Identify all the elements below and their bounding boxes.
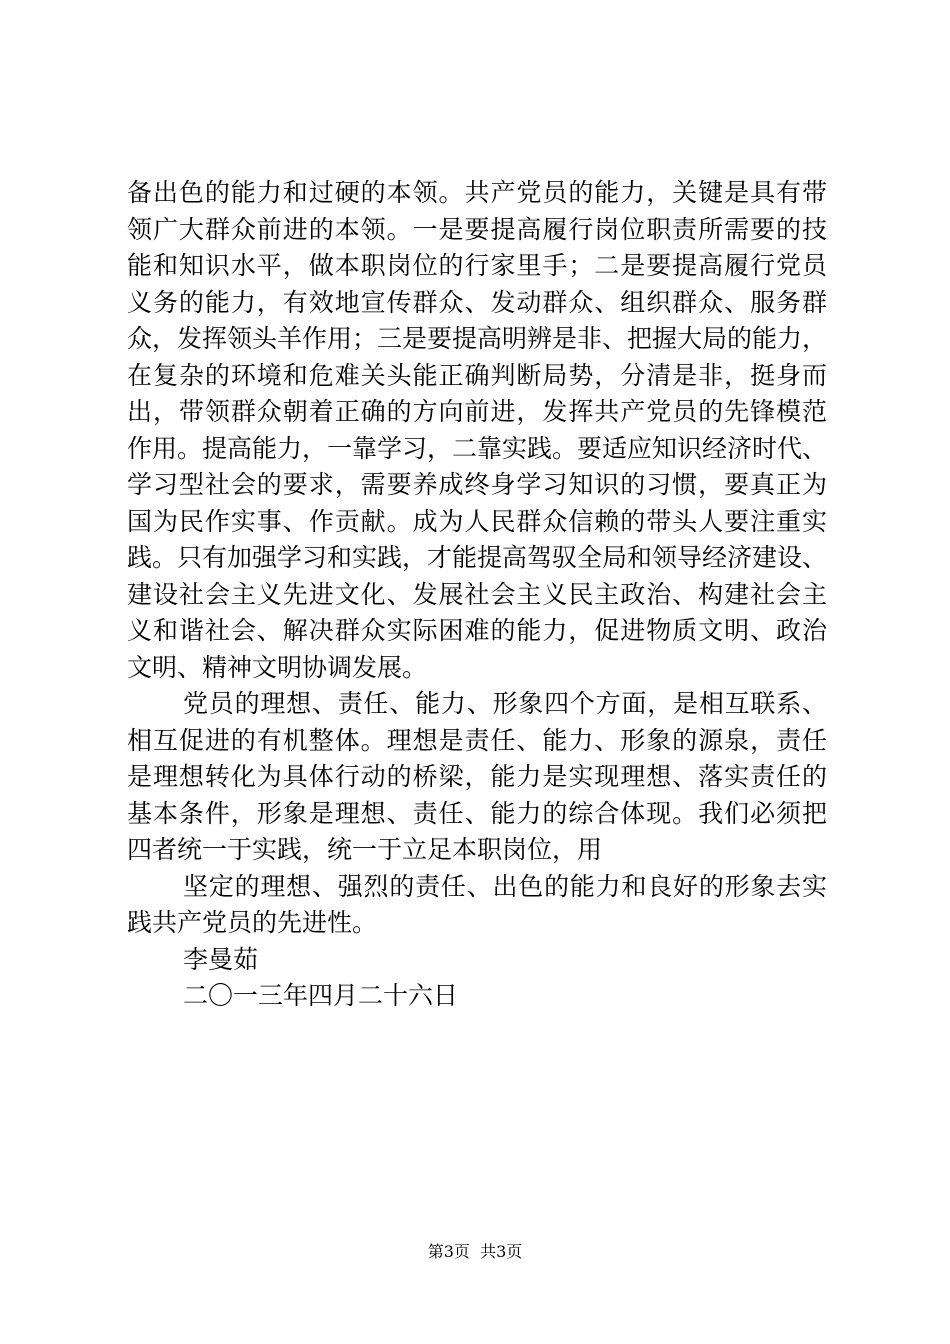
text-line: 义务的能力，有效地宣传群众、发动群众、组织群众、服务群	[127, 287, 827, 317]
signature-name: 李曼茹	[183, 944, 259, 974]
text-line: 众，发挥领头羊作用；三是要提高明辨是非、把握大局的能力，	[127, 324, 828, 353]
text-line: 文明、精神文明协调发展。	[127, 652, 428, 682]
document-body	[127, 175, 827, 1015]
text-line: 出，带领群众朝着正确的方向前进，发挥共产党员的先锋模范	[127, 397, 827, 426]
text-line: 作用。提高能力，一靠学习，二靠实践。要适应知识经济时代、	[127, 433, 828, 463]
page-number: 第3页 共3页	[427, 1242, 523, 1261]
page-footer	[0, 1242, 950, 1262]
text-line: 践共产党员的先进性。	[127, 908, 378, 937]
text-line: 四者统一于实践，统一于立足本职岗位，用	[127, 835, 603, 864]
text-line: 备出色的能力和过硬的本领。共产党员的能力，关键是具有带	[127, 178, 827, 207]
paragraph-first-line: 党员的理想、责任、能力、形象四个方面，是相互联系、	[183, 689, 827, 718]
paragraph-first-line: 坚定的理想、强烈的责任、出色的能力和良好的形象去实	[183, 871, 827, 901]
signature-date: 二〇一三年四月二十六日	[183, 981, 459, 1010]
text-line: 学习型社会的要求，需要养成终身学习知识的习惯，要真正为	[127, 470, 827, 499]
text-line: 能和知识水平，做本职岗位的行家里手；二是要提高履行党员	[127, 251, 827, 280]
text-line: 领广大群众前进的本领。一是要提高履行岗位职责所需要的技	[127, 214, 827, 244]
text-line: 建设社会主义先进文化、发展社会主义民主政治、构建社会主	[127, 579, 827, 609]
text-line: 基本条件，形象是理想、责任、能力的综合体现。我们必须把	[127, 798, 827, 828]
text-line: 践。只有加强学习和实践，才能提高驾驭全局和领导经济建设、	[127, 543, 828, 572]
text-line: 相互促进的有机整体。理想是责任、能力、形象的源泉，责任	[127, 725, 827, 755]
text-line: 国为民作实事、作贡献。成为人民群众信赖的带头人要注重实	[127, 506, 827, 536]
text-line: 在复杂的环境和危难关头能正确判断局势，分清是非，挺身而	[127, 360, 827, 390]
text-line: 义和谐社会、解决群众实际困难的能力，促进物质文明、政治	[127, 616, 827, 645]
text-line: 是理想转化为具体行动的桥梁，能力是实现理想、落实责任的	[127, 762, 827, 791]
